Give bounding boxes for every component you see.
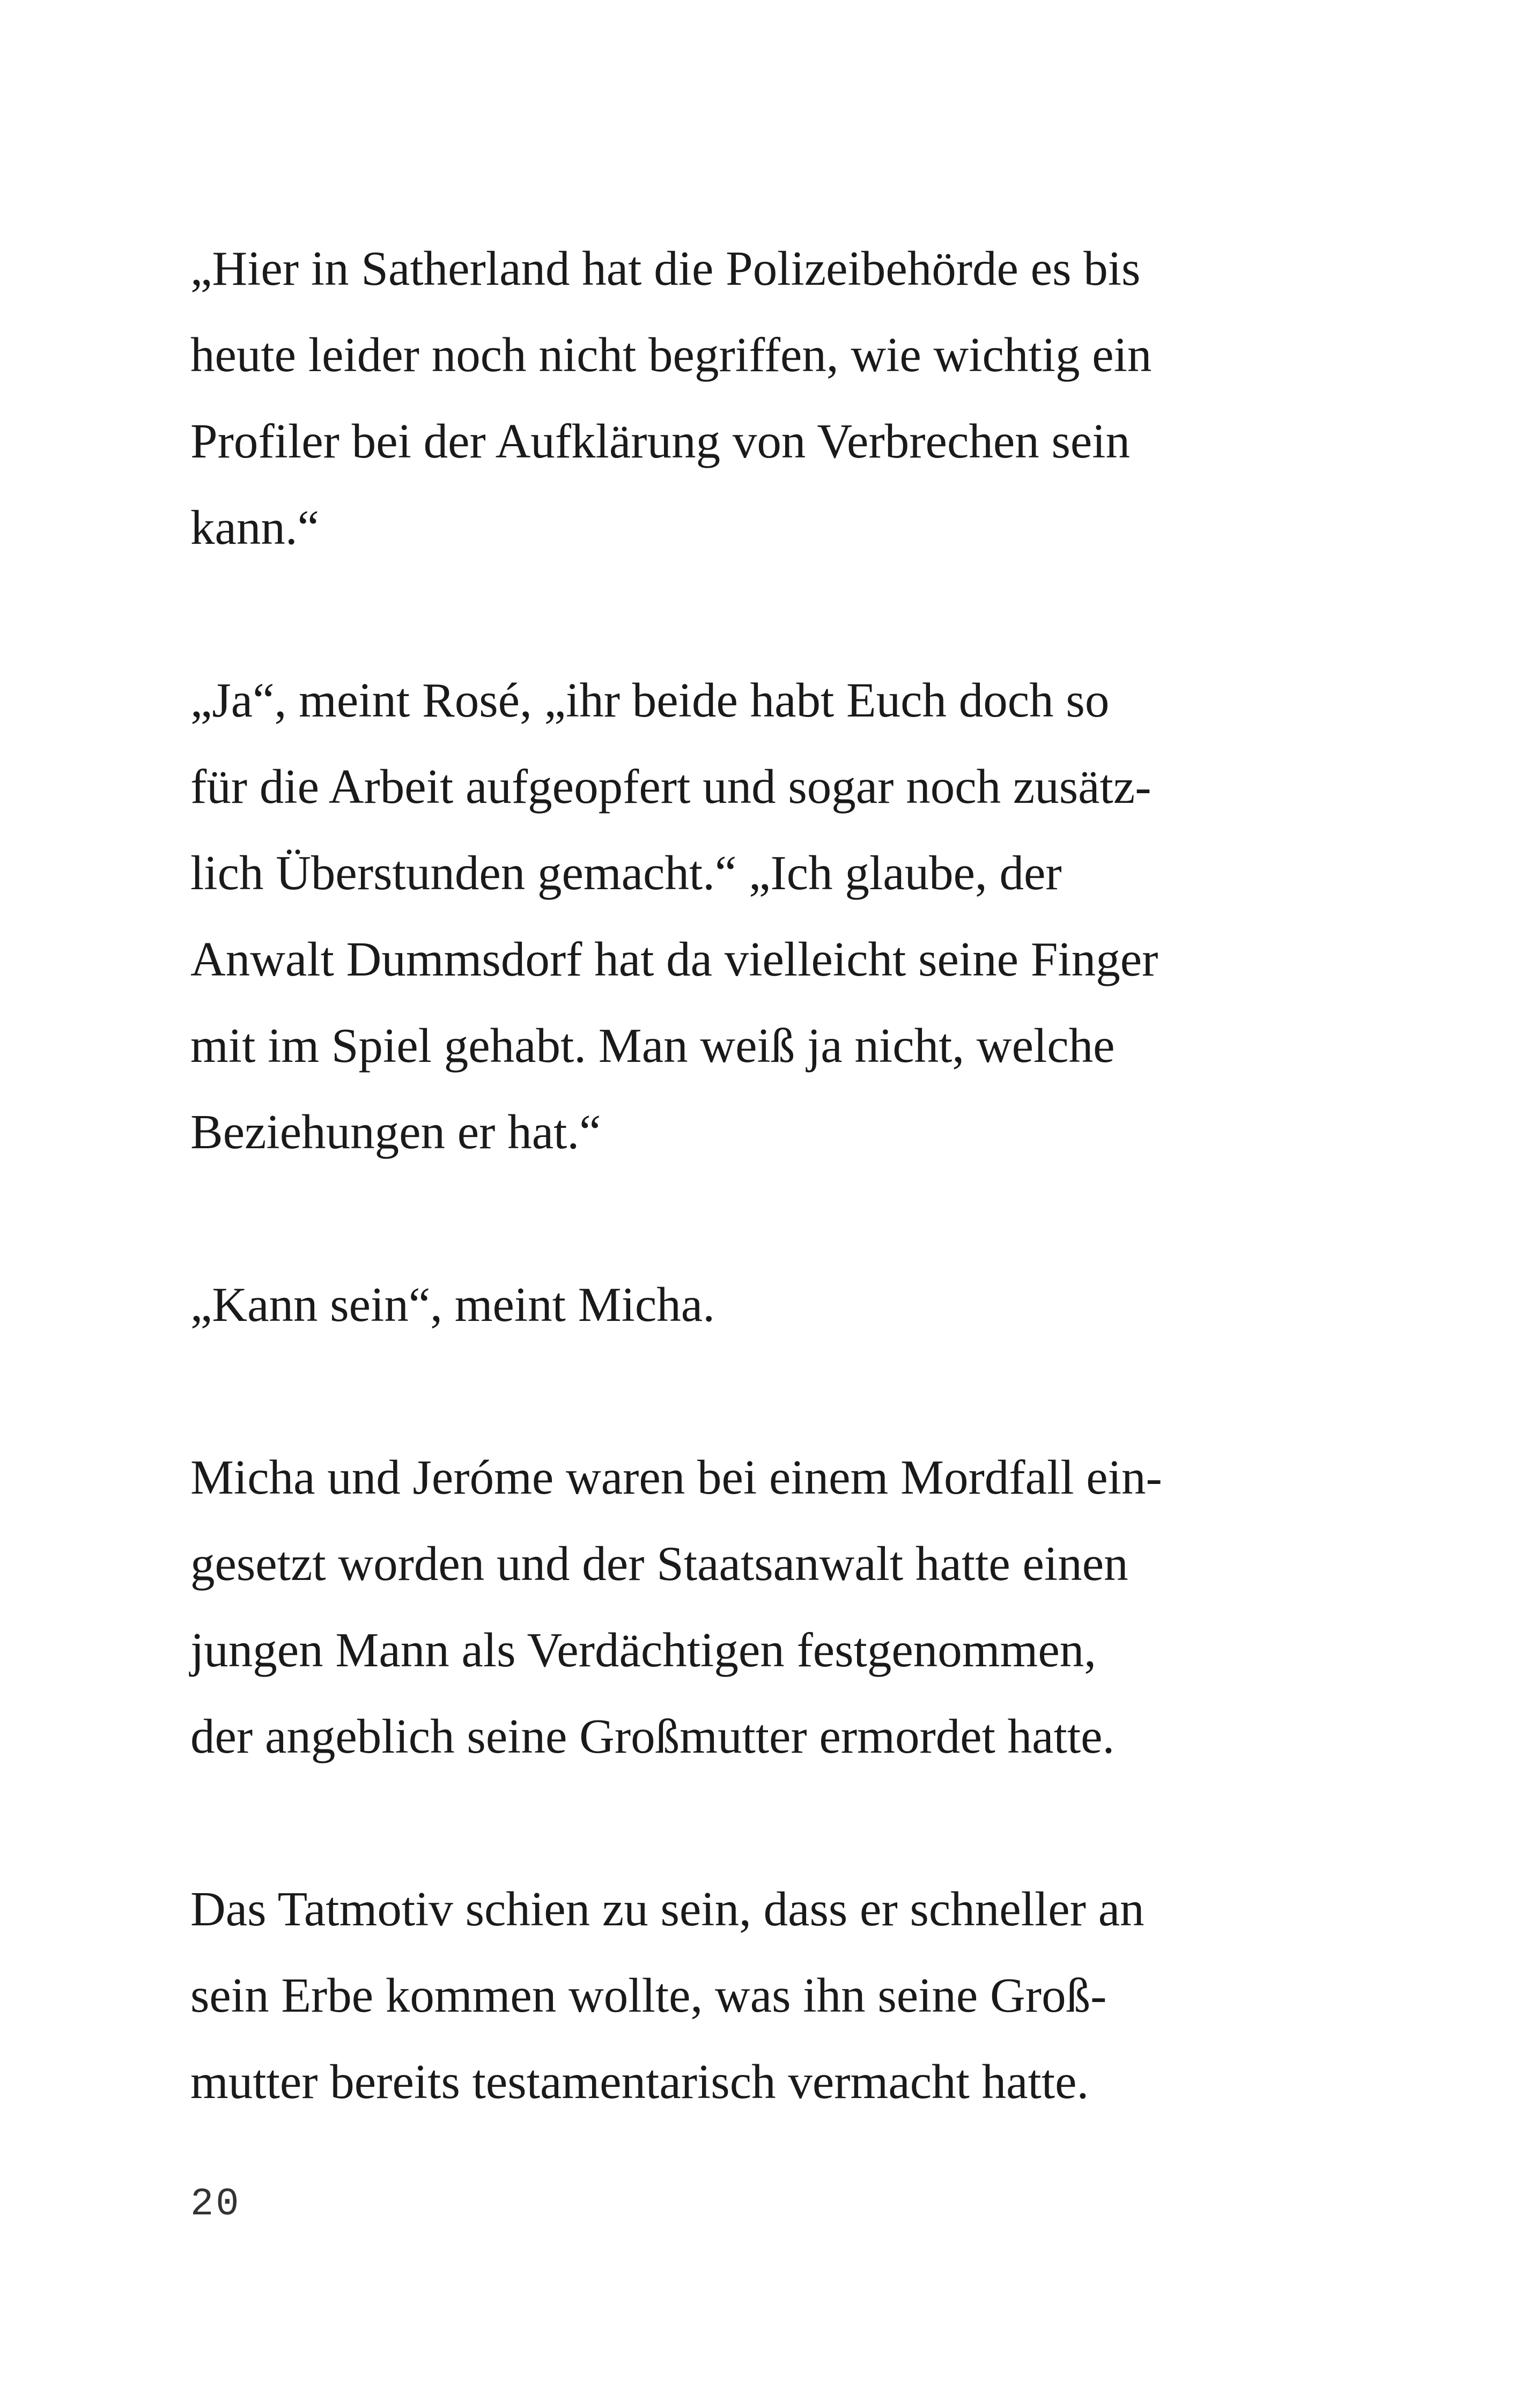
paragraph-5 bbox=[190, 1866, 1295, 2125]
text-line: mutter bereits testamentarisch vermacht hatte. bbox=[190, 2055, 1089, 2109]
text-line: Das Tatmotiv schien zu sein, dass er schneller an bbox=[190, 1882, 1145, 1936]
text-line: Anwalt Dummsdorf hat da vielleicht seine Finger bbox=[190, 932, 1158, 986]
text-line: „Ja“, meint Rosé, „ihr beide habt Euch doch so bbox=[190, 673, 1110, 727]
paragraph-gap bbox=[190, 1348, 1295, 1434]
paragraph-1 bbox=[190, 225, 1295, 571]
paragraph-gap bbox=[190, 571, 1295, 657]
paragraph-4 bbox=[190, 1434, 1295, 1779]
text-line: der angeblich seine Großmutter ermordet hatte. bbox=[190, 1709, 1115, 1763]
body-text bbox=[190, 225, 1295, 2125]
text-line: kann.“ bbox=[190, 500, 320, 555]
text-line: für die Arbeit aufgeopfert und sogar noch zusätz- bbox=[190, 759, 1151, 814]
text-line: Micha und Jeróme waren bei einem Mordfall ein- bbox=[190, 1450, 1162, 1504]
text-line: „Hier in Satherland hat die Polizeibehörde es bis bbox=[190, 241, 1141, 296]
text-line: Profiler bei der Aufklärung von Verbrechen sein bbox=[190, 414, 1131, 468]
paragraph-3 bbox=[190, 1261, 1295, 1348]
text-line: heute leider noch nicht begriffen, wie wichtig ein bbox=[190, 328, 1152, 382]
paragraph-gap bbox=[190, 1175, 1295, 1261]
paragraph-2 bbox=[190, 657, 1295, 1175]
text-line: gesetzt worden und der Staatsanwalt hatte einen bbox=[190, 1537, 1128, 1591]
text-line: „Kann sein“, meint Micha. bbox=[190, 1277, 715, 1332]
text-line: sein Erbe kommen wollte, was ihn seine Groß- bbox=[190, 1968, 1107, 2022]
text-line: mit im Spiel gehabt. Man weiß ja nicht, welche bbox=[190, 1018, 1115, 1073]
text-line: lich Überstunden gemacht.“ „Ich glaube, der bbox=[190, 846, 1062, 900]
paragraph-gap bbox=[190, 1779, 1295, 1866]
page-number: 20 bbox=[190, 2182, 241, 2226]
text-line: jungen Mann als Verdächtigen festgenommen, bbox=[190, 1623, 1096, 1677]
text-line: Beziehungen er hat.“ bbox=[190, 1105, 601, 1159]
